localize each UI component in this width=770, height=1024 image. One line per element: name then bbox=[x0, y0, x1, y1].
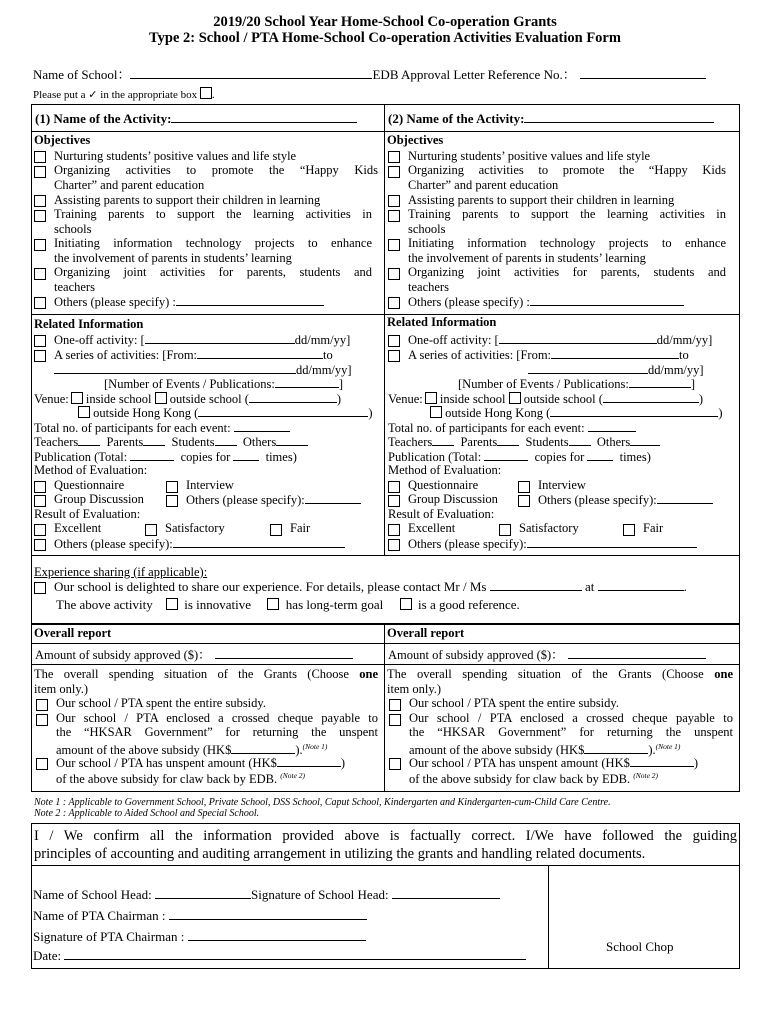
teachers-1-field[interactable] bbox=[78, 434, 100, 446]
date-row: Date: bbox=[33, 948, 526, 964]
num-events-1: [Number of Events / Publications: ] bbox=[104, 377, 343, 391]
activity-1-field[interactable] bbox=[171, 111, 357, 123]
publication-2-copies[interactable] bbox=[587, 449, 613, 461]
series-1-row: A series of activities: [From: to bbox=[54, 348, 333, 362]
cheque-2-line2: the “HKSAR Government” for returning the unspent bbox=[409, 725, 733, 739]
questionnaire-2-label: Questionnaire bbox=[408, 478, 479, 492]
overall-1-heading: Overall report bbox=[34, 626, 112, 640]
edb-ref-field[interactable] bbox=[580, 67, 706, 79]
activity-2-field[interactable] bbox=[524, 111, 714, 123]
result-2-label: Result of Evaluation: bbox=[388, 507, 495, 521]
cheque-2-line3: amount of the above subsidy (HK$ ).$^{(Note 1)}$ bbox=[409, 742, 681, 758]
venue-1-outside-checkbox[interactable] bbox=[155, 392, 167, 404]
objective-2-checkbox-1[interactable] bbox=[388, 151, 400, 163]
venue-1-hk-checkbox[interactable] bbox=[78, 406, 90, 418]
venue-1-outside-field[interactable] bbox=[249, 391, 337, 403]
result-others-1: Others (please specify): bbox=[54, 536, 345, 552]
num-events-2-field[interactable] bbox=[629, 376, 691, 388]
unspent-1-line2: of the above subsidy for claw back by EDB. $^{(Note 2)}$ bbox=[56, 771, 306, 787]
participants-2-field[interactable] bbox=[588, 420, 636, 432]
objective-2-checkbox-6[interactable] bbox=[388, 268, 400, 280]
questionnaire-1-checkbox[interactable] bbox=[34, 481, 46, 493]
instruction-row bbox=[33, 87, 215, 103]
amount-2-field[interactable] bbox=[568, 647, 706, 659]
series-1-checkbox[interactable] bbox=[34, 350, 46, 362]
result-others-2: Others (please specify): bbox=[408, 536, 697, 552]
unspent-1-amount[interactable] bbox=[277, 755, 341, 767]
unspent-1-checkbox[interactable] bbox=[36, 758, 48, 770]
one-off-1-row: One-off activity: [ dd/mm/yy] bbox=[54, 333, 351, 347]
sign-left bbox=[31, 865, 32, 969]
one-off-1-checkbox[interactable] bbox=[34, 335, 46, 347]
column-divider bbox=[384, 104, 385, 556]
satisfactory-2-checkbox[interactable] bbox=[499, 524, 511, 536]
overall-left bbox=[31, 624, 32, 792]
venue-1-hk-row: outside Hong Kong ( ) bbox=[78, 405, 373, 421]
school-name-row bbox=[33, 67, 706, 83]
sign-bottom bbox=[31, 968, 740, 969]
excellent-2-label: Excellent bbox=[408, 521, 456, 535]
interview-2-checkbox[interactable] bbox=[518, 481, 530, 493]
one-off-2-row: One-off activity: [ dd/mm/yy] bbox=[408, 333, 713, 347]
fair-2-checkbox[interactable] bbox=[623, 524, 635, 536]
objective-2-text-6a: Organizing joint activities for parents, students and bbox=[408, 265, 726, 279]
school-name-label: Name of School： bbox=[33, 67, 131, 82]
publication-1: Publication (Total: copies for times) bbox=[34, 450, 297, 464]
pta-chairman-field[interactable] bbox=[169, 908, 367, 920]
objective-2-text-4a: Training parents to support the learning activities in bbox=[408, 207, 726, 221]
objective-1-checkbox-7[interactable] bbox=[34, 297, 46, 309]
fair-2-label: Fair bbox=[643, 521, 664, 535]
venue-2-inside-checkbox[interactable] bbox=[425, 392, 437, 404]
unspent-2-line2: of the above subsidy for claw back by EDB. $^{(Note 2)}$ bbox=[409, 771, 659, 787]
cheque-1-line3: amount of the above subsidy (HK$ ).$^{(Note 1)}$ bbox=[56, 742, 328, 758]
declaration-bottom bbox=[31, 865, 740, 866]
unspent-2-amount[interactable] bbox=[630, 755, 694, 767]
activity-2-label: (2) Name of the Activity: bbox=[388, 111, 714, 127]
overall-divider bbox=[384, 624, 385, 792]
method-1-label: Method of Evaluation: bbox=[34, 463, 148, 477]
school-chop-label: School Chop bbox=[606, 939, 674, 954]
method-others-1-field[interactable] bbox=[305, 492, 361, 504]
participants-1-field[interactable] bbox=[234, 420, 290, 432]
excellent-1-checkbox[interactable] bbox=[34, 524, 46, 536]
venue-2-row: Venue: inside school outside school ( ) bbox=[388, 392, 704, 406]
cheque-1-amount[interactable] bbox=[231, 742, 295, 754]
related-2-heading: Related Information bbox=[387, 315, 497, 329]
instruction-text: Please put a ✓ in the appropriate box bbox=[33, 89, 198, 101]
group-2-checkbox[interactable] bbox=[388, 495, 400, 507]
objectives-1-heading: Objectives bbox=[34, 133, 91, 147]
declaration-right bbox=[739, 823, 740, 865]
series-2-checkbox[interactable] bbox=[388, 350, 400, 362]
others-1-field[interactable] bbox=[276, 434, 308, 446]
fair-1-label: Fair bbox=[290, 521, 311, 535]
sharing-checkbox[interactable] bbox=[34, 582, 46, 594]
group-2-label: Group Discussion bbox=[408, 492, 498, 506]
interview-1-label: Interview bbox=[186, 478, 234, 492]
num-events-1-field[interactable] bbox=[275, 376, 339, 388]
result-others-2-checkbox[interactable] bbox=[388, 539, 400, 551]
objective-2-text-5b: the involvement of parents in students’ learning bbox=[408, 251, 646, 265]
publication-1-copies[interactable] bbox=[233, 449, 259, 461]
objective-2-checkbox-7[interactable] bbox=[388, 297, 400, 309]
innovative-checkbox[interactable] bbox=[166, 598, 178, 610]
fair-1-checkbox[interactable] bbox=[270, 524, 282, 536]
overall-right bbox=[739, 624, 740, 792]
method-others-2-checkbox[interactable] bbox=[518, 495, 530, 507]
method-2-label: Method of Evaluation: bbox=[388, 463, 502, 477]
teachers-2-field[interactable] bbox=[432, 434, 454, 446]
objective-2-others: Others (please specify) : bbox=[408, 294, 684, 310]
result-others-1-field[interactable] bbox=[173, 536, 345, 548]
spending-2-line1: The overall spending situation of the Grants (Choose one bbox=[387, 667, 733, 681]
cheque-2-amount[interactable] bbox=[584, 742, 648, 754]
objective-1-checkbox-2[interactable] bbox=[34, 166, 46, 178]
objective-1-text-2a: Organizing activities to promote the “Happy Kids bbox=[54, 163, 378, 177]
satisfactory-2-label: Satisfactory bbox=[519, 521, 579, 535]
objective-1-text-2b: Charter” and parent education bbox=[54, 178, 205, 192]
objective-1-text-4a: Training parents to support the learning activities in bbox=[54, 207, 372, 221]
students-2-field[interactable] bbox=[569, 434, 591, 446]
objective-1-text-5b: the involvement of parents in students’ learning bbox=[54, 251, 292, 265]
result-others-1-checkbox[interactable] bbox=[34, 539, 46, 551]
publication-1-total[interactable] bbox=[130, 449, 174, 461]
note-1: Note 1 : Applicable to Government School, Private School, DSS School, Caput School, Kindergarten and Kindergarten-cum-Child Care Centre. bbox=[34, 797, 611, 808]
cheque-1-line1: Our school / PTA enclosed a crossed cheque payable to bbox=[56, 711, 378, 725]
one-off-1-date[interactable] bbox=[145, 332, 295, 344]
parents-1-field[interactable] bbox=[143, 434, 165, 446]
activity-1-label: (1) Name of the Activity: bbox=[35, 111, 357, 127]
objective-1-checkbox-6[interactable] bbox=[34, 268, 46, 280]
row-divider-activity bbox=[31, 131, 740, 132]
objective-2-checkbox-2[interactable] bbox=[388, 166, 400, 178]
series-1-to[interactable] bbox=[54, 362, 296, 374]
objective-1-others-field[interactable] bbox=[176, 294, 324, 306]
venue-2-hk-row: outside Hong Kong ( ) bbox=[430, 405, 723, 421]
objective-2-text-3: Assisting parents to support their children in learning bbox=[408, 192, 675, 207]
sample-checkbox bbox=[200, 87, 212, 99]
objective-1-text-1: Nurturing students’ positive values and life style bbox=[54, 148, 297, 163]
objective-1-text-6b: teachers bbox=[54, 280, 95, 294]
overall-top bbox=[31, 624, 740, 625]
series-2-from[interactable] bbox=[551, 347, 679, 359]
venue-1-inside-checkbox[interactable] bbox=[71, 392, 83, 404]
publication-2: Publication (Total: copies for times) bbox=[388, 450, 651, 464]
participants-1-breakdown: Teachers Parents Students Others bbox=[34, 434, 308, 450]
venue-1-hk-field[interactable] bbox=[198, 405, 368, 417]
objective-1-text-6a: Organizing joint activities for parents, students and bbox=[54, 265, 372, 279]
edb-ref-label: EDB Approval Letter Reference No.： bbox=[372, 67, 576, 82]
result-others-2-field[interactable] bbox=[527, 536, 697, 548]
spent-2-checkbox[interactable] bbox=[389, 699, 401, 711]
venue-2-hk-checkbox[interactable] bbox=[430, 406, 442, 418]
objective-2-text-1: Nurturing students’ positive values and life style bbox=[408, 148, 651, 163]
row-divider-objectives bbox=[31, 314, 740, 315]
publication-2-total[interactable] bbox=[484, 449, 528, 461]
objective-1-text-3: Assisting parents to support their children in learning bbox=[54, 192, 321, 207]
objective-2-checkbox-4[interactable] bbox=[388, 210, 400, 222]
objective-2-others-field[interactable] bbox=[530, 294, 684, 306]
method-others-1: Others (please specify): bbox=[186, 492, 361, 508]
pta-signature-row: Signature of PTA Chairman : bbox=[33, 929, 366, 945]
parents-2-field[interactable] bbox=[497, 434, 519, 446]
cheque-2-line1: Our school / PTA enclosed a crossed cheque payable to bbox=[409, 711, 733, 725]
group-1-label: Group Discussion bbox=[54, 492, 144, 506]
spent-1-checkbox[interactable] bbox=[36, 699, 48, 711]
note-2: Note 2 : Applicable to Aided School and Special School. bbox=[34, 808, 260, 819]
spending-1-line1: The overall spending situation of the Grants (Choose one bbox=[34, 667, 378, 681]
table-border-right bbox=[739, 104, 740, 624]
spending-2-line2: item only.) bbox=[387, 682, 442, 696]
objective-1-checkbox-5[interactable] bbox=[34, 239, 46, 251]
method-others-1-checkbox[interactable] bbox=[166, 495, 178, 507]
overall-amount-divider bbox=[31, 664, 740, 665]
declaration-line2: principles of accounting and auditing arrangement in utilizing the grants and handling related documents. bbox=[34, 846, 646, 862]
group-1-checkbox[interactable] bbox=[34, 495, 46, 507]
satisfactory-1-label: Satisfactory bbox=[165, 521, 225, 535]
venue-2-outside-checkbox[interactable] bbox=[509, 392, 521, 404]
sign-right bbox=[739, 865, 740, 969]
table-top bbox=[31, 104, 740, 105]
sharing-contact-field[interactable] bbox=[490, 579, 582, 591]
table-border-left bbox=[31, 104, 32, 624]
interview-1-checkbox[interactable] bbox=[166, 481, 178, 493]
unspent-2-checkbox[interactable] bbox=[389, 758, 401, 770]
series-2-row: A series of activities: [From: to bbox=[408, 348, 689, 362]
series-2-to[interactable] bbox=[528, 362, 648, 374]
form-title: 2019/20 School Year Home-School Co-operation Grants bbox=[213, 14, 557, 30]
objectives-2-heading: Objectives bbox=[387, 133, 444, 147]
cheque-1-line2: the “HKSAR Government” for returning the unspent bbox=[56, 725, 378, 739]
excellent-2-checkbox[interactable] bbox=[388, 524, 400, 536]
series-1-row2: dd/mm/yy] bbox=[54, 362, 352, 378]
amount-2-row: Amount of subsidy approved ($)： bbox=[388, 647, 706, 663]
objective-1-checkbox-1[interactable] bbox=[34, 151, 46, 163]
participants-2-breakdown: Teachers Parents Students Others bbox=[388, 434, 660, 450]
declaration-left bbox=[31, 823, 32, 865]
venue-1-row: Venue: inside school outside school ( ) bbox=[34, 392, 342, 406]
amount-1-field[interactable] bbox=[215, 647, 353, 659]
interview-2-label: Interview bbox=[538, 478, 586, 492]
objective-2-text-2b: Charter” and parent education bbox=[408, 178, 559, 192]
pta-chairman-row: Name of PTA Chairman : bbox=[33, 908, 367, 924]
school-head-row: Name of School Head: Signature of School Head: bbox=[33, 887, 500, 903]
participants-2: Total no. of participants for each event: bbox=[388, 420, 636, 436]
row-divider-related bbox=[31, 555, 740, 556]
unspent-2-line1: Our school / PTA has unspent amount (HK$ ) bbox=[409, 756, 699, 770]
questionnaire-2-checkbox[interactable] bbox=[388, 481, 400, 493]
cheque-1-checkbox[interactable] bbox=[36, 714, 48, 726]
venue-2-hk-field[interactable] bbox=[550, 405, 718, 417]
spent-2-label: Our school / PTA spent the entire subsidy. bbox=[409, 696, 619, 710]
objective-2-text-4b: schools bbox=[408, 222, 446, 236]
pta-signature-field[interactable] bbox=[188, 929, 366, 941]
school-name-field[interactable] bbox=[130, 67, 372, 79]
instruction-end: . bbox=[211, 89, 215, 101]
school-head-field[interactable] bbox=[155, 887, 251, 899]
spent-1-label: Our school / PTA spent the entire subsidy. bbox=[56, 696, 266, 710]
unspent-1-line1: Our school / PTA has unspent amount (HK$ ) bbox=[56, 756, 346, 770]
others-2-field[interactable] bbox=[630, 434, 660, 446]
objective-2-text-2a: Organizing activities to promote the “Happy Kids bbox=[408, 163, 726, 177]
amount-1-row: Amount of subsidy approved ($)： bbox=[35, 647, 353, 663]
satisfactory-1-checkbox[interactable] bbox=[145, 524, 157, 536]
school-head-signature[interactable] bbox=[392, 887, 500, 899]
cheque-2-checkbox[interactable] bbox=[389, 714, 401, 726]
students-1-field[interactable] bbox=[215, 434, 237, 446]
overall-2-heading: Overall report bbox=[387, 626, 465, 640]
sharing-heading: Experience sharing (if applicable): bbox=[34, 565, 208, 579]
sharing-activity-row: The above activity is innovative has long-term goal is a good reference. bbox=[56, 597, 520, 612]
form-subtitle: Type 2: School / PTA Home-School Co-operation Activities Evaluation Form bbox=[149, 30, 621, 46]
objective-1-text-5a: Initiating information technology projects to enhance bbox=[54, 236, 372, 250]
participants-1: Total no. of participants for each event: bbox=[34, 420, 290, 436]
reference-checkbox[interactable] bbox=[400, 598, 412, 610]
spending-1-line2: item only.) bbox=[34, 682, 89, 696]
one-off-2-date[interactable] bbox=[499, 332, 657, 344]
venue-2-outside-field[interactable] bbox=[603, 391, 699, 403]
excellent-1-label: Excellent bbox=[54, 521, 102, 535]
sign-divider bbox=[548, 865, 549, 969]
sharing-line: Our school is delighted to share our experience. For details, please contact Mr / Ms at . bbox=[54, 579, 687, 594]
overall-heading-divider bbox=[31, 643, 740, 644]
objective-1-checkbox-3[interactable] bbox=[34, 195, 46, 207]
objective-2-text-5a: Initiating information technology projects to enhance bbox=[408, 236, 726, 250]
series-1-from[interactable] bbox=[197, 347, 323, 359]
series-2-row2: dd/mm/yy] bbox=[528, 362, 704, 378]
one-off-2-checkbox[interactable] bbox=[388, 335, 400, 347]
declaration-top bbox=[31, 823, 740, 824]
result-1-label: Result of Evaluation: bbox=[34, 507, 141, 521]
date-field[interactable] bbox=[64, 948, 526, 960]
objective-2-checkbox-3[interactable] bbox=[388, 195, 400, 207]
overall-bottom bbox=[31, 791, 740, 792]
objective-2-text-6b: teachers bbox=[408, 280, 449, 294]
num-events-2: [Number of Events / Publications: ] bbox=[458, 377, 695, 391]
declaration-line1: I / We confirm all the information provided above is factually correct. I/We have followed the guiding bbox=[34, 828, 737, 844]
objective-1-others: Others (please specify) : bbox=[54, 294, 324, 310]
sharing-phone-field[interactable] bbox=[598, 579, 684, 591]
long-term-checkbox[interactable] bbox=[267, 598, 279, 610]
objective-1-checkbox-4[interactable] bbox=[34, 210, 46, 222]
objective-1-text-4b: schools bbox=[54, 222, 92, 236]
questionnaire-1-label: Questionnaire bbox=[54, 478, 125, 492]
objective-2-checkbox-5[interactable] bbox=[388, 239, 400, 251]
method-others-2-field[interactable] bbox=[657, 492, 713, 504]
related-1-heading: Related Information bbox=[34, 317, 144, 331]
method-others-2: Others (please specify): bbox=[538, 492, 713, 508]
